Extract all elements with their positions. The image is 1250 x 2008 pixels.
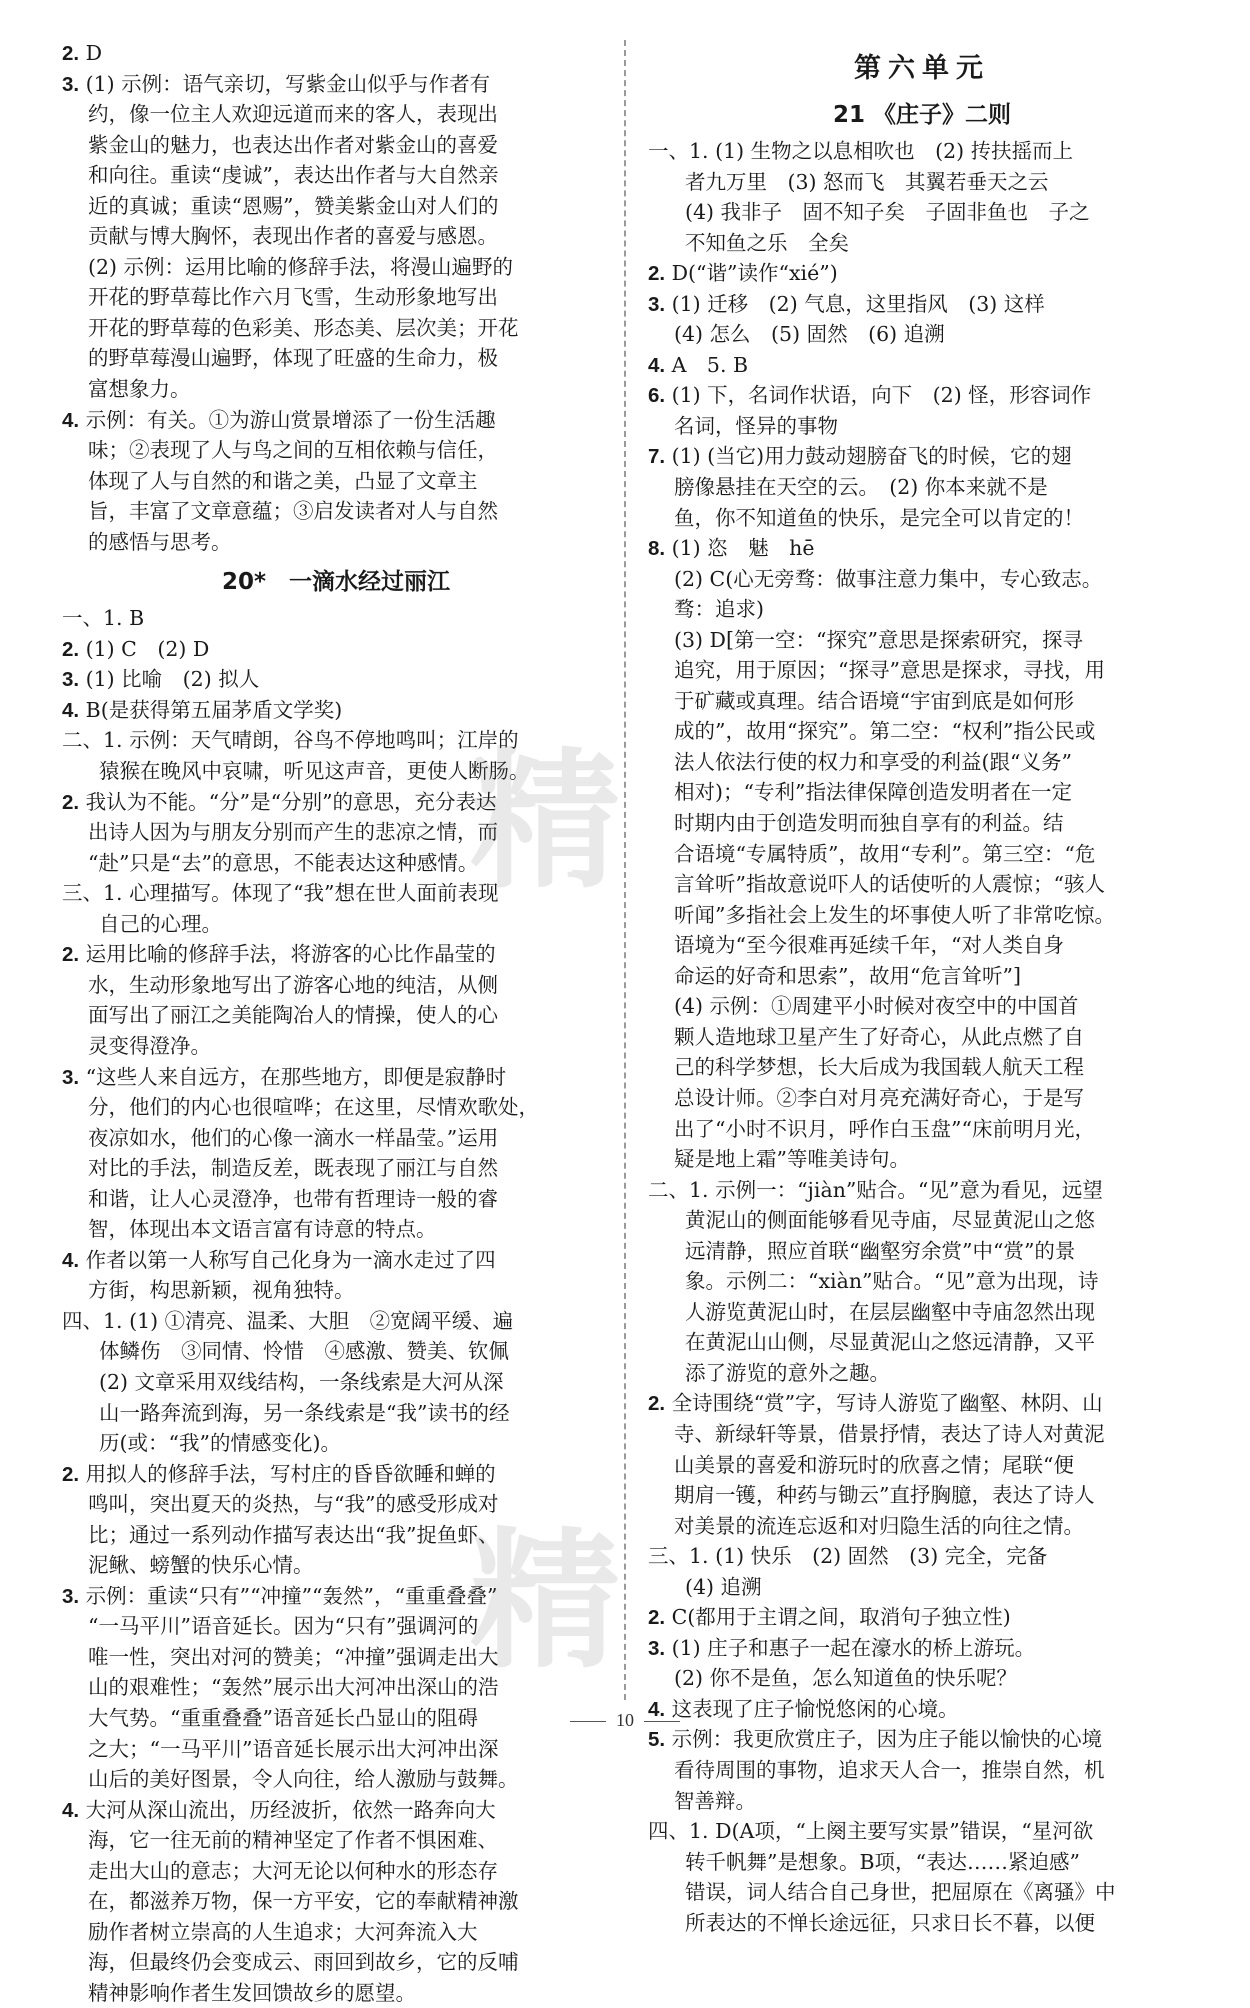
answer-line	[62, 252, 610, 283]
answer-line	[62, 374, 610, 405]
item-number: 2.	[62, 790, 80, 814]
answer-line	[648, 1480, 1196, 1511]
line-text: 大河从深山流出，历经波折，依然一路奔向大	[79, 1797, 496, 1822]
watermark-text-mark-2: 精	[470, 1515, 631, 1689]
answer-line	[62, 130, 610, 161]
answer-line	[62, 313, 610, 344]
line-text: 海，它一往无前的精神坚定了作者不惧困难、	[88, 1828, 498, 1853]
line-text: 期肩一镬，种药与锄云”直抒胸臆，表达了诗人	[674, 1483, 1095, 1508]
line-text: 寺、新绿轩等景，借景抒情，表达了诗人对黄泥	[674, 1421, 1105, 1446]
lesson-title-21: 21 《庄子》二则	[832, 102, 1011, 128]
item-number: 4.	[648, 353, 666, 377]
line-text: 二、1. 示例：天气晴朗，谷鸟不停地鸣叫；江岸的	[62, 728, 519, 753]
answer-line	[648, 228, 1196, 259]
line-text: 面写出了丽江之美能陶冶人的情操，使人的心	[88, 1003, 498, 1028]
line-text: (1) 迁移 (2) 气息，这里指风 (3) 这样	[665, 291, 1045, 316]
answer-line	[62, 1459, 610, 1490]
line-text: 追究，用于原因；“探寻”意思是探求，寻找，用	[674, 658, 1105, 683]
answer-line	[62, 939, 610, 970]
line-text: (4) 示例：①周建平小时候对夜空中的中国首	[674, 994, 1079, 1019]
line-text: 体鳞伤 ③同情、怜惜 ④感激、赞美、钦佩	[99, 1339, 509, 1364]
line-text: 历(或：“我”的情感变化)。	[99, 1431, 341, 1456]
line-text: (1) 示例：语气亲切，写紫金山似乎与作者有	[79, 71, 491, 96]
line-text: 富想象力。	[88, 377, 191, 402]
line-text: D(“谐”读作“xié”)	[665, 261, 838, 286]
line-text: 疑是地上霜”等唯美诗句。	[674, 1147, 910, 1172]
answer-line	[648, 1816, 1196, 1847]
answer-line	[648, 1663, 1196, 1694]
line-text: 猿猴在晚风中哀啸，听见这声音，更使人断肠。	[99, 759, 530, 784]
line-text: 在，都滋养万物，保一方平安，它的奉献精神激	[88, 1889, 519, 1914]
answer-line	[648, 1419, 1196, 1450]
answer-line	[648, 1388, 1196, 1419]
answer-line	[648, 533, 1196, 564]
item-number: 3.	[62, 1065, 80, 1089]
answer-line	[648, 1358, 1196, 1389]
line-text: 紫金山的魅力，也表达出作者对紫金山的喜爱	[88, 132, 498, 157]
line-text: 错误，词人结合自己身世，把屈原在《离骚》中	[685, 1880, 1116, 1905]
line-text: 言耸听”指故意说吓人的话使听的人震惊；“骇人	[674, 872, 1105, 897]
line-text: 和谐，让人心灵澄净，也带有哲理诗一般的睿	[88, 1186, 498, 1211]
answer-line	[62, 496, 610, 527]
line-text: 三、1. (1) 快乐 (2) 固然 (3) 完全，完备	[648, 1544, 1048, 1569]
answer-line	[62, 1245, 610, 1276]
answer-line	[62, 282, 610, 313]
line-text: 山的艰难性；“轰然”展示出大河冲出深山的浩	[88, 1675, 499, 1700]
answer-line	[62, 1336, 610, 1367]
line-text: 己的科学梦想，长大后成为我国载人航天工程	[674, 1055, 1084, 1080]
answer-line	[648, 1786, 1196, 1817]
answer-line	[648, 167, 1196, 198]
line-text: 海，但最终仍会变成云、雨回到故乡，它的反哺	[88, 1950, 519, 1975]
answer-line	[62, 1795, 610, 1826]
answer-line	[62, 1092, 610, 1123]
line-text: 于矿藏或真理。结合语境“宇宙到底是如何形	[674, 688, 1074, 713]
item-number: 4.	[62, 1248, 80, 1272]
answer-line	[648, 1022, 1196, 1053]
answer-line	[62, 1214, 610, 1245]
answer-line	[648, 1602, 1196, 1633]
line-text: 对比的手法，制造反差，既表现了丽江与自然	[88, 1156, 498, 1181]
answer-line	[62, 466, 610, 497]
line-text: 四、1. (1) ①清亮、温柔、大胆 ②宽阔平缓、遍	[62, 1308, 514, 1333]
line-text: (1) 比喻 (2) 拟人	[79, 667, 260, 692]
answer-line	[62, 1734, 610, 1765]
right-column	[648, 38, 1196, 1938]
line-text: 泥鳅、螃蟹的快乐心情。	[88, 1553, 314, 1578]
line-text: (1) 恣 魅 hē	[665, 536, 815, 561]
answer-line	[648, 1327, 1196, 1358]
answer-line	[648, 1908, 1196, 1939]
answer-line	[62, 405, 610, 436]
line-text: 语境为“至今很难再延续千年，“对人类自身	[674, 933, 1064, 958]
line-text: 膀像悬挂在天空的云。 (2) 你本来就不是	[674, 475, 1048, 500]
answer-line	[62, 664, 610, 695]
line-text: 约，像一位主人欢迎远道而来的客人，表现出	[88, 102, 498, 127]
item-number: 2.	[62, 1462, 80, 1486]
answer-line	[648, 1083, 1196, 1114]
line-text: (1) (当它)用力鼓动翅膀奋飞的时候，它的翅	[665, 444, 1072, 469]
answer-line	[648, 808, 1196, 839]
line-text: “赴”只是“去”的意思，不能表达这种感情。	[88, 850, 479, 875]
line-text: 的野草莓漫山遍野，体现了旺盛的生命力，极	[88, 346, 498, 371]
answer-line	[62, 221, 610, 252]
item-number: 2.	[648, 1606, 666, 1630]
line-text: 颗人造地球卫星产生了好奇心，从此点燃了自	[674, 1024, 1084, 1049]
page-number	[0, 1710, 1250, 1731]
line-text: 四、1. D(A项，“上阕主要写实景”错误，“星河欲	[648, 1819, 1094, 1844]
line-text: 者九万里 (3) 怒而飞 其翼若垂天之云	[685, 169, 1049, 194]
item-number: 2.	[62, 42, 80, 65]
answer-line	[648, 441, 1196, 472]
line-text: 添了游览的意外之趣。	[685, 1360, 890, 1385]
answer-line	[648, 686, 1196, 717]
item-number: 2.	[648, 1392, 666, 1416]
item-number: 3.	[62, 668, 80, 692]
answer-line	[62, 1764, 610, 1795]
watermark-text-mark: 精	[470, 735, 631, 909]
answer-line	[648, 350, 1196, 381]
item-number: 2.	[62, 943, 80, 967]
answer-line	[648, 1541, 1196, 1572]
line-text: 开花的野草莓的色彩美、形态美、层次美；开花	[88, 315, 519, 340]
answer-line	[62, 695, 610, 726]
answer-line	[62, 1398, 610, 1429]
answer-line	[62, 1367, 610, 1398]
answer-line	[62, 1123, 610, 1154]
line-text: 方街，构思新颖，视角独特。	[88, 1278, 355, 1303]
answer-line	[62, 1000, 610, 1031]
line-text: 运用比喻的修辞手法，将游客的心比作晶莹的	[79, 942, 496, 967]
answer-line	[648, 503, 1196, 534]
answer-line	[62, 38, 610, 69]
answer-line	[62, 756, 610, 787]
line-text: 山后的美好图景，令人向往，给人激励与鼓舞。	[88, 1767, 519, 1792]
item-number: 4.	[648, 1697, 666, 1721]
answer-line	[62, 603, 610, 634]
answer-line	[62, 1886, 610, 1917]
item-number: 3.	[648, 1636, 666, 1660]
line-text: 在黄泥山山侧，尽显黄泥山之悠远清静，又平	[685, 1330, 1095, 1355]
line-text: 这表现了庄子愉悦悠闲的心境。	[665, 1696, 959, 1721]
line-text: 山美景的喜爱和游玩时的欣喜之情；尾联“便	[674, 1452, 1074, 1477]
column-divider	[624, 40, 626, 1700]
answer-line	[648, 839, 1196, 870]
answer-line	[62, 1153, 610, 1184]
answer-line	[62, 1611, 610, 1642]
answer-line	[62, 878, 610, 909]
answer-line	[648, 1633, 1196, 1664]
answer-line	[648, 411, 1196, 442]
answer-line	[62, 1062, 610, 1093]
line-text: (1) 下，名词作状语，向下 (2) 怪，形容词作	[665, 383, 1092, 408]
answer-line	[648, 1297, 1196, 1328]
answer-line	[62, 1428, 610, 1459]
answer-line	[648, 472, 1196, 503]
line-text: 我认为不能。“分”是“分别”的意思，充分表达	[79, 789, 497, 814]
line-text: (3) D[第一空：“探究”意思是探索研究，探寻	[674, 627, 1083, 652]
line-text: 对美景的流连忘返和对归隐生活的向往之情。	[674, 1513, 1084, 1538]
line-text: 味；②表现了人与鸟之间的互相依赖与信任，	[88, 438, 498, 463]
answer-line	[648, 777, 1196, 808]
answer-line	[648, 136, 1196, 167]
line-text: 唯一性，突出对河的赞美；“冲撞”强调走出大	[88, 1644, 499, 1669]
line-text: 黄泥山的侧面能够看见寺庙，尽显黄泥山之悠	[685, 1208, 1095, 1233]
answer-line	[62, 848, 610, 879]
line-text: (1) C (2) D	[79, 636, 210, 661]
item-number: 2.	[648, 262, 666, 286]
line-text: 一、1. B	[62, 606, 145, 631]
line-text: 总设计师。②李白对月亮充满好奇心，于是写	[674, 1085, 1084, 1110]
line-text: (1) 庄子和惠子一起在濠水的桥上游玩。	[665, 1635, 1036, 1660]
line-text: 贡献与博大胸怀，表现出作者的喜爱与感恩。	[88, 224, 498, 249]
line-text: 名词，怪异的事物	[674, 413, 838, 438]
line-text: 听闻”多指社会上发生的坏事使人听了非常吃惊。	[674, 902, 1115, 927]
line-text: 开花的野草莓比作六月飞雪，生动形象地写出	[88, 285, 498, 310]
line-text: 用拟人的修辞手法，写村庄的昏昏欲睡和蝉的	[79, 1461, 496, 1486]
answer-line	[62, 1672, 610, 1703]
line-text: 二、1. 示例一：“jiàn”贴合。“见”意为看见，远望	[648, 1177, 1103, 1202]
answer-line	[62, 1947, 610, 1978]
line-text: 命运的好奇和思索”，故用“危言耸听”]	[674, 963, 1021, 988]
answer-line	[648, 1144, 1196, 1175]
answer-line	[648, 1205, 1196, 1236]
line-text: 近的真诚；重读“恩赐”，赞美紫金山对人们的	[88, 193, 499, 218]
line-text: (4) 我非子 固不知子矣 子固非鱼也 子之	[685, 200, 1090, 225]
line-text: 自己的心理。	[99, 911, 222, 936]
answer-line	[648, 655, 1196, 686]
line-text: 的感悟与思考。	[88, 529, 232, 554]
line-text: 水，生动形象地写出了游客心地的纯洁，从侧	[88, 972, 498, 997]
line-text: 体现了人与自然的和谐之美，凸显了文章主	[88, 468, 478, 493]
answer-line	[648, 289, 1196, 320]
line-text: 相对)；“专利”指法律保障创造发明者在一定	[674, 780, 1072, 805]
line-text: 法人依法行使的权力和享受的利益(跟“义务”	[674, 749, 1072, 774]
answer-line	[648, 380, 1196, 411]
line-text: (2) 示例：运用比喻的修辞手法，将漫山遍野的	[88, 254, 514, 279]
line-text: 象。示例二：“xiàn”贴合。“见”意为出现，诗	[685, 1269, 1099, 1294]
answer-line	[62, 527, 610, 558]
answer-line	[648, 961, 1196, 992]
answer-line	[648, 258, 1196, 289]
line-text: (2) 文章采用双线结构，一条线索是大河从深	[99, 1369, 504, 1394]
answer-line	[648, 900, 1196, 931]
line-text: “一马平川”语音延长。因为“只有”强调河的	[88, 1614, 479, 1639]
answer-line	[648, 1114, 1196, 1145]
line-text: (4) 追溯	[685, 1574, 762, 1599]
answer-line	[62, 191, 610, 222]
line-text: 和向往。重读“虔诚”，表达出作者与大自然亲	[88, 163, 499, 188]
answer-line	[62, 1917, 610, 1948]
answer-line	[62, 817, 610, 848]
answer-line	[62, 1520, 610, 1551]
line-text: 成的”，故用“探究”。第二空：“权利”指公民或	[674, 719, 1096, 744]
line-text: “这些人来自远方，在那些地方，即便是寂静时	[79, 1064, 507, 1089]
answer-line	[62, 69, 610, 100]
answer-line	[62, 1978, 610, 2008]
line-text: 夜凉如水，他们的心像一滴水一样晶莹。”运用	[88, 1125, 499, 1150]
unit-title: 第六单元	[854, 53, 990, 84]
answer-line	[62, 1825, 610, 1856]
line-text: 人游览黄泥山时，在层层幽壑中寺庙忽然出现	[685, 1299, 1095, 1324]
line-text: 大气势。“重重叠叠”语音延长凸显山的阻碍	[88, 1705, 478, 1730]
item-number: 4.	[62, 1798, 80, 1822]
line-text: A 5. B	[665, 352, 749, 377]
item-number: 3.	[62, 1584, 80, 1608]
answer-line	[648, 1450, 1196, 1481]
line-text: 出了“小时不识月，呼作白玉盘”“床前明月光，	[674, 1116, 1095, 1141]
answer-line	[62, 1856, 610, 1887]
line-text: 智，体现出本文语言富有诗意的特点。	[88, 1217, 437, 1242]
answer-line	[62, 787, 610, 818]
answer-line	[648, 564, 1196, 595]
answer-line	[648, 1175, 1196, 1206]
line-text: 转千帆舞”是想象。B项，“表达……紧迫感”	[685, 1849, 1081, 1874]
line-text: C(都用于主谓之间，取消句子独立性)	[665, 1605, 1011, 1630]
answer-line	[648, 1236, 1196, 1267]
answer-line	[62, 1489, 610, 1520]
answer-line	[648, 930, 1196, 961]
answer-line	[62, 99, 610, 130]
line-text: 示例：我更欣赏庄子，因为庄子能以愉快的心境	[665, 1727, 1103, 1752]
item-number: 7.	[648, 445, 666, 469]
item-number: 8.	[648, 537, 666, 561]
line-text: B(是获得第五届茅盾文学奖)	[79, 697, 343, 722]
line-text: 作者以第一人称写自己化身为一滴水走过了四	[79, 1247, 496, 1272]
line-text: 精神影响作者生发回馈故乡的愿望。	[88, 1980, 416, 2005]
right-answer-lines	[648, 136, 1196, 1938]
line-text: 山一路奔流到海，另一条线索是“我”读书的经	[99, 1400, 510, 1425]
answer-line	[648, 1572, 1196, 1603]
answer-line	[648, 594, 1196, 625]
line-text: 比；通过一系列动作描写表达出“我”捉鱼虾、	[88, 1522, 499, 1547]
line-text: 分，他们的内心也很喧哗；在这里，尽情欢歌处，	[88, 1095, 539, 1120]
answer-line	[648, 1052, 1196, 1083]
item-number: 2.	[62, 637, 80, 661]
lesson-title: 20* 一滴水经过丽江	[221, 569, 451, 596]
answer-line	[648, 625, 1196, 656]
line-text: 示例：重读“只有”“冲撞”“轰然”，“重重叠叠”	[79, 1583, 498, 1608]
answer-line	[62, 1581, 610, 1612]
line-text: 鱼，你不知道鱼的快乐，是完全可以肯定的！	[674, 505, 1084, 530]
line-text: 鸣叫，突出夏天的炎热，与“我”的感受形成对	[88, 1492, 499, 1517]
answer-line	[648, 197, 1196, 228]
answer-line	[62, 1184, 610, 1215]
line-text: (4) 怎么 (5) 固然 (6) 追溯	[674, 322, 945, 347]
line-text: 灵变得澄净。	[88, 1033, 211, 1058]
answer-line	[62, 634, 610, 665]
answer-line	[62, 343, 610, 374]
line-text: 合语境“专属特质”，故用“专利”。第三空：“危	[674, 841, 1096, 866]
line-text: 看待周围的事物，追求天人合一，推崇自然，机	[674, 1757, 1105, 1782]
line-text: 时期内由于创造发明而独自享有的利益。结	[674, 811, 1064, 836]
answer-line	[62, 1550, 610, 1581]
answer-line	[648, 869, 1196, 900]
answer-line	[648, 1847, 1196, 1878]
answer-line	[62, 1642, 610, 1673]
line-text: 骛：追求)	[674, 597, 764, 622]
line-text: 所表达的不惮长途远征，只求日长不暮，以便	[685, 1910, 1095, 1935]
item-number: 5.	[648, 1728, 666, 1752]
answer-line	[648, 1755, 1196, 1786]
answer-line	[62, 1031, 610, 1062]
line-text: 出诗人因为与朋友分别而产生的悲凉之情，而	[88, 820, 498, 845]
item-number: 3.	[648, 292, 666, 316]
answer-line	[648, 319, 1196, 350]
line-text: (2) 你不是鱼，怎么知道鱼的快乐呢？	[674, 1666, 1018, 1691]
answer-line	[648, 747, 1196, 778]
page-number-value: 10	[616, 1710, 634, 1730]
line-text: 示例：有关。①为游山赏景增添了一份生活趣	[79, 407, 496, 432]
line-text: 励作者树立崇高的人生追求；大河奔流入大	[88, 1919, 478, 1944]
line-text: 远清静，照应首联“幽壑穷余赏”中“赏”的景	[685, 1238, 1076, 1263]
line-text: 不知鱼之乐 全矣	[685, 230, 849, 255]
answer-line	[62, 1306, 610, 1337]
answer-line	[648, 991, 1196, 1022]
line-text: 一、1. (1) 生物之以息相吹也 (2) 抟扶摇而上	[648, 139, 1074, 163]
answer-line	[648, 1877, 1196, 1908]
item-number: 4.	[62, 698, 80, 722]
line-text: 之大；“一马平川”语音延长展示出大河冲出深	[88, 1736, 499, 1761]
line-text: (2) C(心无旁骛：做事注意力集中，专心致志。	[674, 566, 1103, 591]
answer-line	[648, 716, 1196, 747]
answer-line	[62, 909, 610, 940]
answer-line	[62, 435, 610, 466]
answer-line	[62, 160, 610, 191]
answer-line	[62, 725, 610, 756]
line-text: 智善辩。	[674, 1788, 756, 1813]
item-number: 6.	[648, 384, 666, 408]
answer-line	[62, 970, 610, 1001]
item-number: 4.	[62, 408, 80, 432]
item-number: 3.	[62, 72, 80, 96]
line-text: D	[79, 41, 103, 65]
line-text: 走出大山的意志；大河无论以何种水的形态存	[88, 1858, 498, 1883]
line-text: 全诗围绕“赏”字，写诗人游览了幽壑、林阴、山	[665, 1391, 1103, 1416]
answer-line	[648, 1266, 1196, 1297]
answer-line	[62, 1275, 610, 1306]
line-text: 旨，丰富了文章意蕴；③启发读者对人与自然	[88, 499, 498, 524]
answer-line	[648, 1511, 1196, 1542]
line-text: 三、1. 心理描写。体现了“我”想在世人面前表现	[62, 881, 499, 906]
